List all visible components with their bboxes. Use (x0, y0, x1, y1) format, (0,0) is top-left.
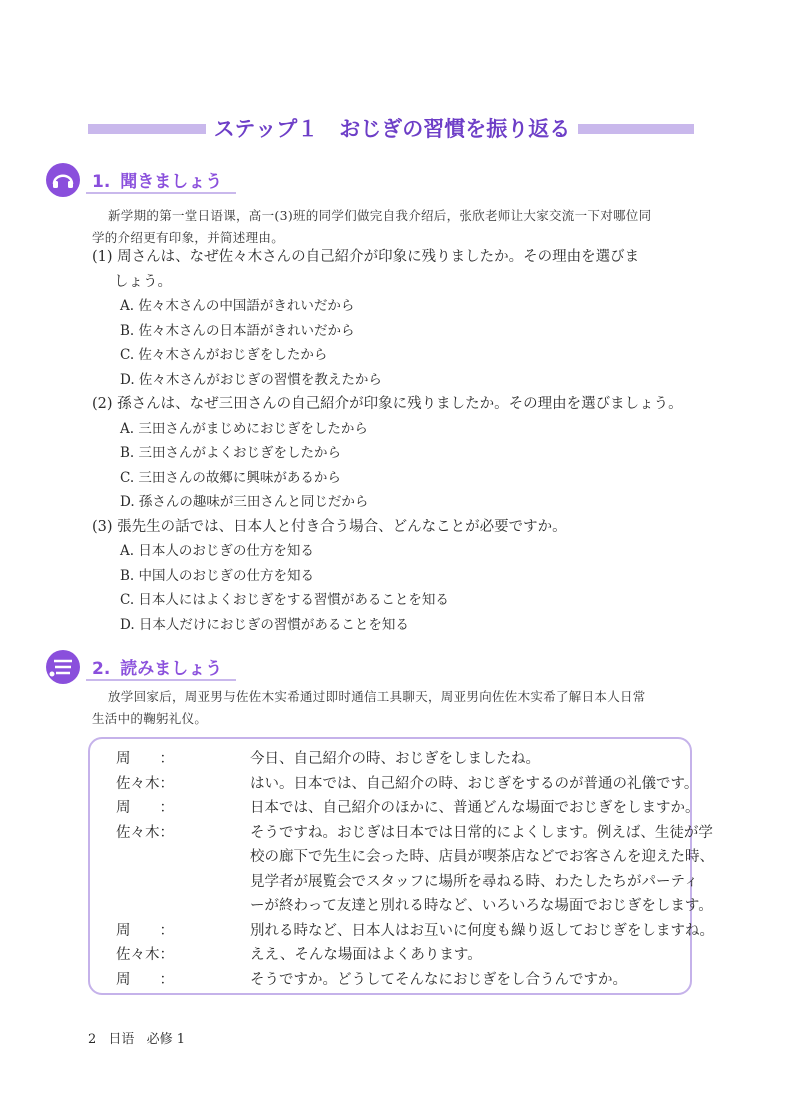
dialog-box (88, 737, 714, 995)
question-list (92, 245, 683, 637)
intro-line: 放学回家后，周亚男与佐佐木实希通过即时通信工具聊天，周亚男向佐佐木实希了解日本人日常 (108, 689, 646, 704)
section-2-underline (86, 679, 236, 681)
question-2 (92, 392, 683, 515)
option-a: A. 三田さんがまじめにおじぎをしたから (120, 420, 368, 437)
section-1-underline (86, 192, 236, 194)
dialog-text: 今日、自己紹介の時、おじぎをしましたね。 (250, 751, 540, 767)
dialog-text: 校の廊下で先生に会った時、店員が喫茶店などでお客さんを迎えた時、 (250, 849, 714, 865)
volume-name: 必修 1 (146, 1032, 185, 1047)
option-a: A. 日本人のおじぎの仕方を知る (120, 543, 314, 559)
section-1-label (92, 167, 222, 192)
dialog-speaker: 佐々木： (116, 775, 174, 792)
section-1-intro (92, 205, 652, 249)
dialog-text: 日本では、自己紹介のほかに、普通どんな場面でおじぎをしますか。 (250, 800, 700, 816)
dialog-speaker: 佐々木： (116, 824, 174, 841)
listen-icon (46, 163, 80, 197)
question-stem: しょう。 (114, 273, 172, 290)
option-d: D. 孫さんの趣味が三田さんと同じだから (120, 494, 369, 510)
question-stem: (3) 張先生の話では、日本人と付き合う場合、どんなことが必要ですか。 (92, 518, 567, 535)
dialog-text: はい。日本では、自己紹介の時、おじぎをするのが普通の礼儀です。 (250, 775, 699, 792)
option-d: D. 佐々木さんがおじぎの習慣を教えたから (120, 371, 382, 388)
option-c: C. 三田さんの故郷に興味があるから (120, 469, 341, 486)
page-number: 2 (88, 1032, 97, 1047)
question-stem: (1) 周さんは、なぜ佐々木さんの自己紹介が印象に残りましたか。その理由を選びま (92, 249, 640, 265)
section-2-number: 2. (92, 659, 111, 679)
dialog-speaker: 周 ： (116, 751, 174, 767)
dialog-text: ーが終わって友達と別れる時など、いろいろな場面でおじぎをします。 (250, 898, 713, 914)
dialog-speaker: 周 ： (116, 971, 174, 988)
question-3 (92, 515, 683, 638)
intro-line: 生活中的鞠躬礼仪。 (92, 711, 208, 726)
option-a: A. 佐々木さんの中国語がきれいだから (120, 298, 355, 314)
question-1 (92, 245, 683, 392)
page-footer (88, 1028, 193, 1047)
section-2-title: 読みましょう (120, 659, 223, 679)
option-c: C. 日本人にはよくおじぎをする習慣があることを知る (120, 592, 449, 608)
intro-line: 新学期的第一堂日语课，高一(3)班的同学们做完自我介绍后，张欣老师让大家交流一下对哪位同 (108, 208, 652, 223)
section-2-label (92, 654, 222, 679)
title-bar-left (88, 124, 206, 134)
dialog-text: そうですね。おじぎは日本では日常的によくします。例えば、生徒が学 (250, 824, 713, 841)
option-b: B. 中国人のおじぎの仕方を知る (120, 567, 315, 584)
dialog-speaker: 周 ： (116, 922, 174, 939)
intro-line: 学的介绍更有印象，并简述理由。 (92, 230, 285, 245)
dialog-speaker: 佐々木： (116, 947, 174, 963)
section-2-header (46, 650, 246, 686)
option-c: C. 佐々木さんがおじぎをしたから (120, 347, 328, 363)
section-1-header (46, 163, 246, 199)
book-name: 日语 (108, 1032, 135, 1047)
option-b: B. 三田さんがよくおじぎをしたから (120, 445, 342, 461)
question-stem: (2) 孫さんは、なぜ三田さんの自己紹介が印象に残りましたか。その理由を選びましょう。 (92, 396, 683, 412)
step-title-row (88, 112, 694, 146)
dialog-text: ええ、そんな場面はよくあります。 (250, 947, 482, 963)
title-bar-right (578, 124, 694, 134)
page-title: ステップ１ おじぎの習慣を振り返る (213, 117, 571, 141)
read-icon (46, 650, 80, 684)
dialog-text: 見学者が展覧会でスタッフに場所を尋ねる時、わたしたちがパーティ (250, 873, 699, 890)
option-d: D. 日本人だけにおじぎの習慣があることを知る (120, 616, 409, 633)
option-b: B. 佐々木さんの日本語がきれいだから (120, 322, 355, 339)
section-1-number: 1. (92, 172, 111, 192)
dialog-speaker: 周 ： (116, 800, 174, 816)
dialog-text: 別れる時など、日本人はお互いに何度も繰り返しておじぎをしますね。 (250, 922, 714, 939)
section-2-intro (92, 686, 646, 730)
dialog-text: そうですか。どうしてそんなにおじぎをし合うんですか。 (250, 971, 627, 988)
section-1-title: 聞きましょう (120, 172, 223, 192)
